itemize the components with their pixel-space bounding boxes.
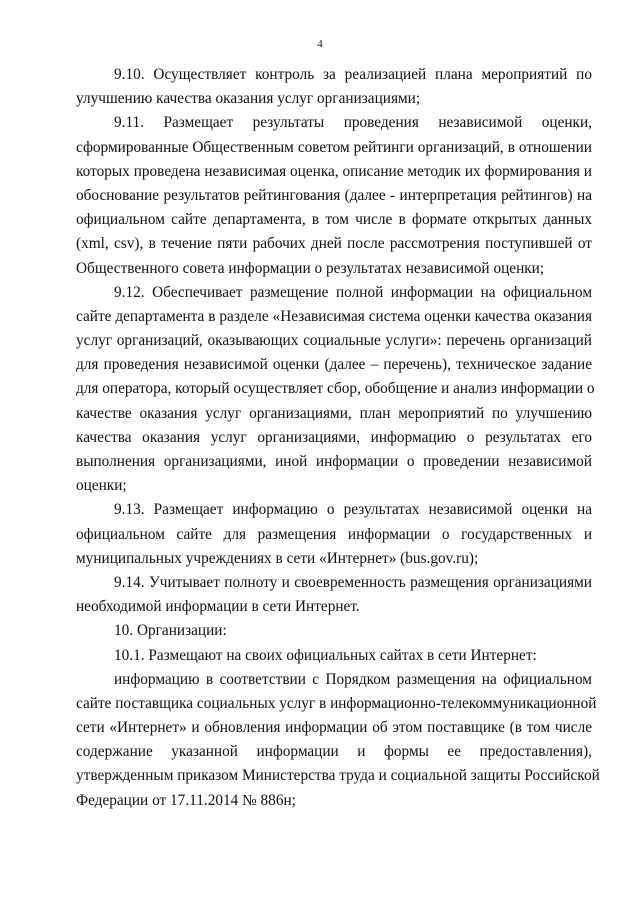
- text-line: утвержденным приказом Министерства труда и социальной защиты Российской: [76, 767, 600, 785]
- text-line: выполнения организациями, иной информации о проведении независимой: [76, 453, 592, 470]
- text-line: официальном сайте для размещения информации о государственных и: [76, 525, 592, 543]
- text-line: 10. Организации:: [114, 622, 227, 640]
- text-line: для оператора, который осуществляет сбор, обобщение и анализ информации о: [76, 380, 595, 398]
- text-line: обоснование результатов рейтингования (далее - интерпретация рейтингов) на: [76, 186, 592, 204]
- text-line: сформированные Общественным советом рейтинги организаций, в отношении: [76, 138, 592, 156]
- text-line: 9.14. Учитывает полноту и своевременность размещения организациями: [114, 573, 592, 591]
- paragraph-10-1-info: [76, 668, 600, 813]
- text-line: муниципальных учреждениях в сети «Интернет» (bus.gov.ru);: [76, 549, 479, 567]
- text-line: необходимой информации в сети Интернет.: [76, 598, 360, 616]
- paragraph-9-12: [76, 281, 595, 499]
- text-line: качества оказания услуг организациями, информацию о результатах его: [76, 428, 592, 446]
- text-line: сайте поставщика социальных услуг в информационно-телекоммуникационной: [76, 694, 597, 712]
- text-line: 10.1. Размещают на своих официальных сайтах в сети Интернет:: [114, 646, 537, 664]
- text-line: официальном сайте департамента, в том числе в формате открытых данных: [76, 211, 592, 229]
- text-line: 9.12. Обеспечивает размещение полной информации на официальном: [114, 283, 592, 301]
- text-line: для проведения независимой оценки (далее – перечень), техническое задание: [76, 356, 592, 374]
- text-line: оценки;: [76, 477, 127, 495]
- document-body: [76, 63, 600, 813]
- paragraph-10-1: [76, 644, 592, 668]
- text-line: содержание указанной информации и формы ее предоставления),: [76, 743, 592, 761]
- paragraph-9-14: [76, 571, 592, 619]
- paragraph-9-11: [76, 111, 592, 280]
- paragraph-10: [76, 619, 592, 643]
- text-line: 9.10. Осуществляет контроль за реализацией плана мероприятий по: [114, 66, 592, 83]
- text-line: 9.13. Размещает информацию о результатах независимой оценки на: [114, 501, 592, 519]
- text-line: сети «Интернет» и обновления информации об этом поставщике (в том числе: [76, 719, 592, 737]
- paragraph-9-10: [76, 63, 592, 111]
- text-line: качестве оказания услуг организациями, план мероприятий по улучшению: [76, 404, 592, 422]
- text-line: информацию в соответствии с Порядком размещения на официальном: [114, 670, 592, 688]
- text-line: услуг организаций, оказывающих социальные услуги»: перечень организаций: [76, 332, 592, 350]
- text-line: которых проведена независимая оценка, описание методик их формирования и: [76, 162, 592, 180]
- text-line: улучшению качества оказания услуг организациями;: [76, 90, 421, 108]
- text-line: 9.11. Размещает результаты проведения независимой оценки,: [114, 114, 592, 132]
- text-line: (xml, csv), в течение пяти рабочих дней после рассмотрения поступившей от: [76, 235, 592, 253]
- text-line: Общественного совета информации о результатах независимой оценки;: [76, 259, 545, 277]
- paragraph-9-13: [76, 498, 592, 571]
- page-number: 4: [317, 38, 323, 50]
- text-line: сайте департамента в разделе «Независимая система оценки качества оказания: [76, 307, 592, 325]
- text-line: Федерации от 17.11.2014 № 886н;: [76, 791, 296, 809]
